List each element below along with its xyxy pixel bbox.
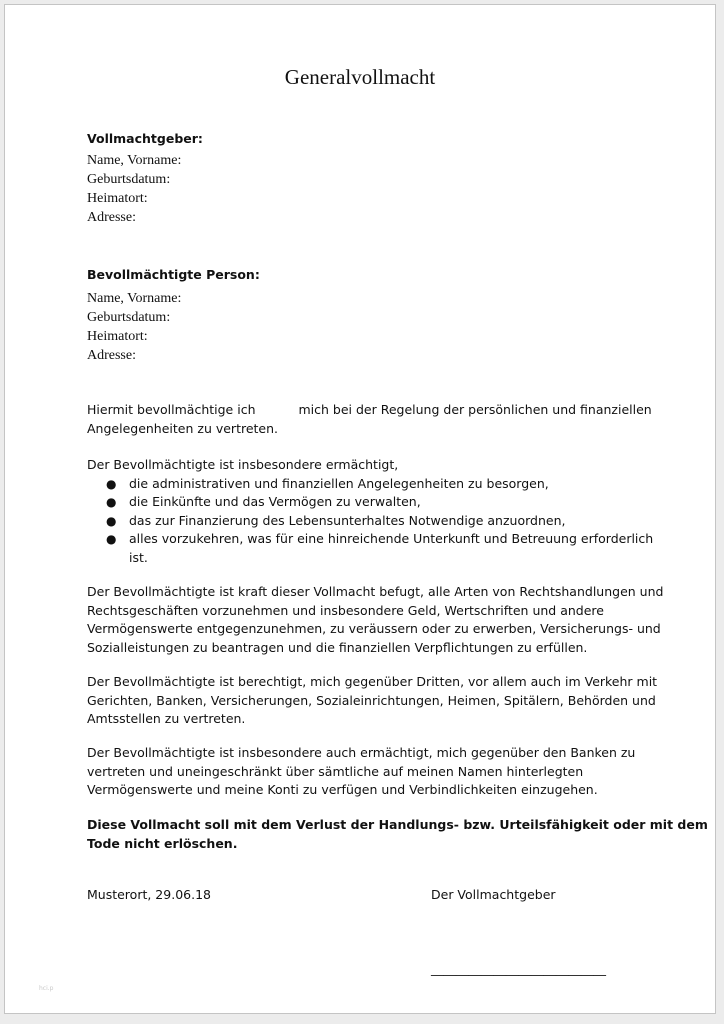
bullet-icon: ●: [106, 532, 117, 546]
intro-line-2: Angelegenheiten zu vertreten.: [87, 420, 279, 436]
attorney-fields: [87, 289, 181, 365]
list-item: ● das zur Finanzierung des Lebensunterhaltes Notwendige anzuordnen,: [87, 512, 653, 531]
grantor-name-field: Name, Vorname:: [87, 153, 182, 168]
attorney-heading: Bevollmächtigte Person:: [87, 267, 260, 282]
bullet-icon: ●: [106, 495, 117, 509]
grantor-birthdate-field: Geburtsdatum:: [87, 172, 171, 187]
list-item: ● alles vorzukehren, was für eine hinreichende Unterkunft und Betreuung erforderlich ist.: [87, 530, 653, 567]
attorney-birthdate-field: Geburtsdatum:: [87, 310, 171, 325]
grantor-heading: Vollmachtgeber:: [87, 131, 203, 146]
bullet-icon: ●: [106, 513, 117, 528]
attorney-hometown-field: Heimatort:: [87, 329, 148, 344]
list-item: ● die Einkünfte und das Vermögen zu verwalten,: [87, 493, 653, 512]
grantor-hometown-field: Heimatort:: [87, 191, 148, 206]
attorney-address-field: Adresse:: [87, 348, 136, 363]
list-item: ● die administrativen und finanziellen Angelegenheiten zu besorgen,: [87, 475, 653, 494]
powers-list: [87, 475, 653, 568]
list-item-continuation: ist.: [129, 549, 148, 565]
place-date: Musterort, 29.06.18: [87, 887, 211, 902]
grantor-fields: [87, 151, 181, 227]
document-title: Generalvollmacht: [284, 65, 436, 89]
bullet-icon: ●: [106, 476, 117, 491]
watermark: hci.p: [39, 985, 54, 992]
intro-paragraph: [87, 401, 652, 438]
intro-line-1b: mich bei der Regelung der persönlichen und finanziellen: [298, 402, 652, 417]
validity-paragraph: Diese Vollmacht soll mit dem Verlust der Handlungs- bzw. Urteilsfähigkeit oder mit dem Tode nicht erlöschen.: [87, 817, 708, 851]
signer-label: Der Vollmachtgeber: [431, 887, 556, 902]
intro-line-1a: Hiermit bevollmächtige ich: [87, 402, 256, 417]
signature-line: ____________________________: [431, 961, 606, 976]
legal-acts-paragraph: Der Bevollmächtigte ist kraft dieser Vollmacht befugt, alle Arten von Rechtshandlungen und Rechtsgeschäften vorzunehmen und insbesondere Geld, Wertschriften und andere Vermögenswerte entgegenzunehmen, zu veräussern oder zu erwerben, Versicherungs- und Sozialleistungen zu beantragen und die finanziellen Verpflichtungen zu erfüllen.: [87, 584, 664, 655]
attorney-name-field: Name, Vorname:: [87, 291, 182, 306]
third-parties-paragraph: Der Bevollmächtigte ist berechtigt, mich gegenüber Dritten, vor allem auch im Verkehr mit Gerichten, Banken, Versicherungen, Sozialeinrichtungen, Heimen, Spitälern, Behörden und Amtsstellen zu vertreten.: [87, 674, 658, 726]
powers-lead: Der Bevollmächtigte ist insbesondere ermächtigt,: [87, 457, 399, 472]
banks-paragraph: Der Bevollmächtigte ist insbesondere auch ermächtigt, mich gegenüber den Banken zu vertreten und uneingeschränkt über sämtliche auf meinen Namen hinterlegten Vermögenswerte und meine Konti zu verfügen und Verbindlichkeiten einzugehen.: [87, 745, 636, 797]
document-page: [4, 4, 716, 1014]
grantor-address-field: Adresse:: [87, 210, 136, 225]
